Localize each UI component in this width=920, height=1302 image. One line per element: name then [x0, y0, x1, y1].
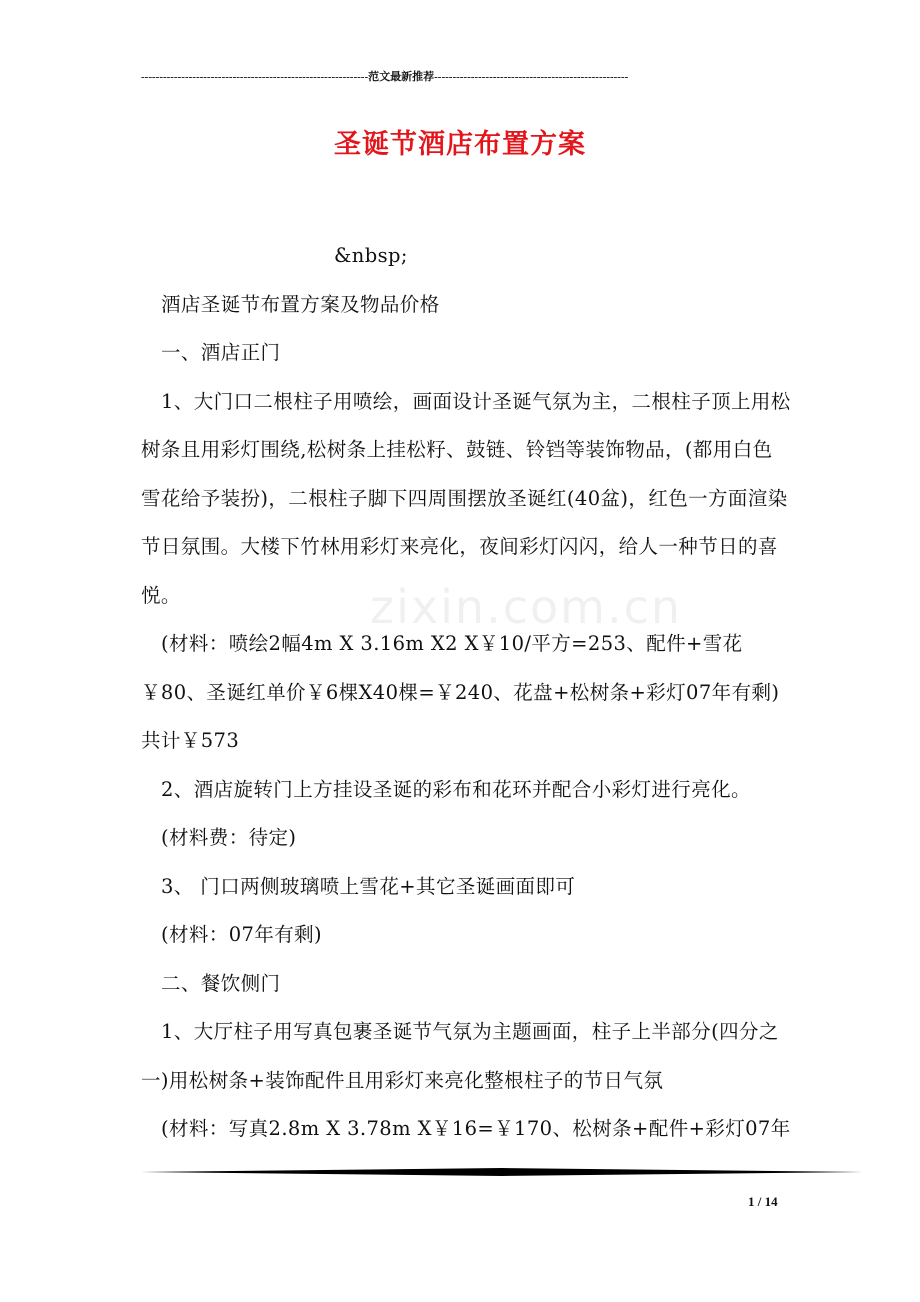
paragraph: (材料费：待定) — [161, 826, 297, 849]
paragraph: 3、 门口两侧玻璃喷上雪花+其它圣诞画面即可 — [161, 874, 576, 898]
header-dashes-right: ----------------------------------------------------- — [434, 71, 629, 83]
document-body — [141, 232, 791, 1154]
paragraph: (材料：写真2.8m X 3.78m X￥16=￥170、松树条+配件+彩灯07年 — [161, 1117, 791, 1140]
paragraph: &nbsp; — [334, 244, 408, 267]
paragraph: 1、大门口二根柱子用喷绘，画面设计圣诞气氛为主，二根柱子顶上用松树条且用彩灯围绕,松树条上挂松籽、鼓链、铃铛等装饰物品，(都用白色雪花给予装扮)，二根柱子脚下四周围摆放圣诞红(40盆)，红色一方面渲染节日氛围。大楼下竹林用彩灯来亮化，夜间彩灯闪闪，给人一种节日的喜悦。 — [141, 389, 791, 607]
page-number: 1 / 14 — [748, 1194, 778, 1209]
paragraph: 酒店圣诞节布置方案及物品价格 — [161, 292, 440, 316]
paragraph: 2、酒店旋转门上方挂设圣诞的彩布和花环并配合小彩灯进行亮化。 — [161, 777, 751, 801]
section-heading: 二、餐饮侧门 — [161, 971, 281, 995]
watermark: zixin.com.cn — [370, 580, 683, 634]
header-dashes-left: -------------------------------------------------------------- — [141, 71, 369, 83]
paragraph: 1、大厅柱子用写真包裹圣诞节气氛为主题画面，柱子上半部分(四分之一)用松树条+装饰配件且用彩灯来亮化整根柱子的节日气氛 — [141, 1020, 779, 1092]
header-rule — [141, 68, 769, 84]
footer-divider — [141, 1168, 863, 1176]
section-heading: 一、酒店正门 — [161, 341, 281, 364]
paragraph: (材料：喷绘2幅4m X 3.16m X2 X￥10/平方=253、配件+雪花￥80、圣诞红单价￥6棵X40棵=￥240、花盘+松树条+彩灯07年有剩)共计￥573 — [141, 632, 780, 752]
header-label: 范文最新推荐 — [368, 71, 435, 83]
document-title: 圣诞节酒店布置方案 — [334, 129, 586, 160]
paragraph: (材料：07年有剩) — [161, 923, 323, 946]
